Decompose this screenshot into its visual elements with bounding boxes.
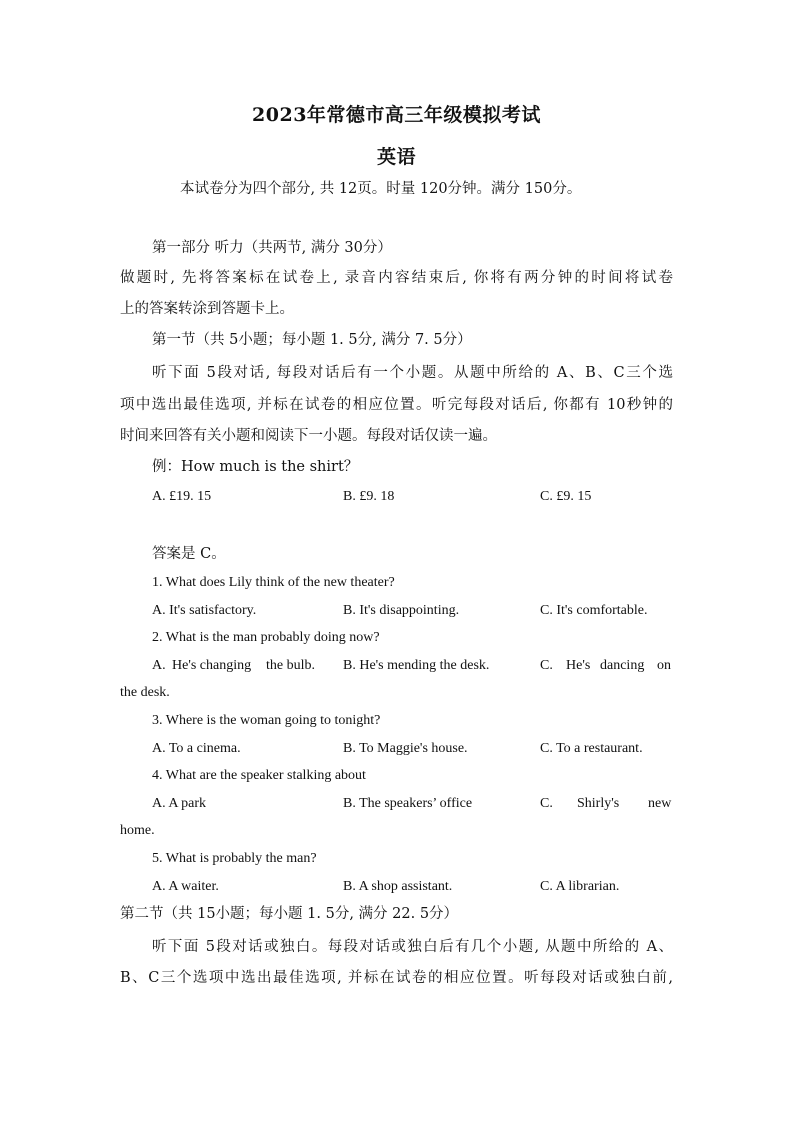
- q5-option-b: B. A shop assistant.: [343, 879, 453, 894]
- example-option-a: A. £19. 15: [152, 489, 212, 504]
- q4-option-a: A. A park: [152, 796, 207, 811]
- q4-option-c-word1: Shirly's: [577, 796, 620, 811]
- question-2: 2. What is the man probably doing now?: [152, 630, 380, 645]
- q4-option-c-word2: new: [648, 796, 672, 811]
- q5-option-c: C. A librarian.: [540, 879, 620, 894]
- q2-option-c-wrap: the desk.: [120, 685, 170, 700]
- example-option-b: B. £9. 18: [343, 489, 395, 504]
- q2-option-a-text1: He's changing: [172, 658, 252, 673]
- q3-option-c: C. To a restaurant.: [540, 741, 643, 756]
- example-option-c: C. £9. 15: [540, 489, 592, 504]
- q2-option-c-word2: dancing: [600, 658, 645, 673]
- q4-option-c-letter: C.: [540, 796, 553, 811]
- subject-title: 英语: [376, 146, 416, 168]
- q3-option-a: A. To a cinema.: [152, 741, 241, 756]
- q2-option-a-letter: A.: [152, 658, 166, 673]
- question-4: 4. What are the speaker stalking about: [152, 768, 366, 783]
- section2-instruction-line1: 听下面 5段对话或独白。每段对话或独白后有几个小题, 从题中所给的 A、: [152, 939, 673, 955]
- example-answer: 答案是 C。: [152, 546, 226, 562]
- q4-option-b: B. The speakers’ office: [343, 796, 473, 811]
- q2-option-a-text2: the bulb.: [266, 658, 315, 673]
- section1-instruction-line2: 项中选出最佳选项, 并标在试卷的相应位置。听完每段对话后, 你都有 10秒钟的: [120, 397, 673, 413]
- section2-heading: 第二节（共 15小题；每小题 1. 5分, 满分 22. 5分）: [120, 906, 459, 922]
- exam-title: 2023年常德市高三年级模拟考试: [252, 104, 541, 126]
- section2-instruction-line2: B、C三个选项中选出最佳选项, 并标在试卷的相应位置。听每段对话或独白前,: [120, 970, 673, 986]
- q4-option-c-wrap: home.: [120, 823, 155, 838]
- q1-option-c: C. It's comfortable.: [540, 603, 648, 618]
- q2-option-c-word3: on: [657, 658, 671, 673]
- q2-option-c-word1: He's: [566, 658, 591, 673]
- q1-option-a: A. It's satisfactory.: [152, 603, 257, 618]
- part1-instruction-line1: 做题时, 先将答案标在试卷上, 录音内容结束后, 你将有两分钟的时间将试卷: [120, 270, 673, 286]
- q1-option-b: B. It's disappointing.: [343, 603, 460, 618]
- section1-instruction-line3: 时间来回答有关小题和阅读下一小题。每段对话仅读一遍。: [120, 428, 497, 444]
- question-1: 1. What does Lily think of the new theater?: [152, 575, 395, 590]
- question-3: 3. Where is the woman going to tonight?: [152, 713, 381, 728]
- section1-instruction-line1: 听下面 5段对话, 每段对话后有一个小题。从题中所给的 A、B、C三个选: [152, 365, 673, 381]
- part1-instruction-line2: 上的答案转涂到答题卡上。: [120, 301, 294, 317]
- q2-option-b: B. He's mending the desk.: [343, 658, 490, 673]
- section1-heading: 第一节（共 5小题；每小题 1. 5分, 满分 7. 5分）: [152, 332, 472, 348]
- exam-info: 本试卷分为四个部分, 共 12页。时量 120分钟。满分 150分。: [180, 181, 582, 197]
- q2-option-c-letter: C.: [540, 658, 553, 673]
- part1-heading: 第一部分 听力（共两节, 满分 30分）: [152, 240, 392, 256]
- example-question: 例：How much is the shirt？: [152, 459, 359, 475]
- q5-option-a: A. A waiter.: [152, 879, 219, 894]
- question-5: 5. What is probably the man?: [152, 851, 317, 866]
- q3-option-b: B. To Maggie's house.: [343, 741, 468, 756]
